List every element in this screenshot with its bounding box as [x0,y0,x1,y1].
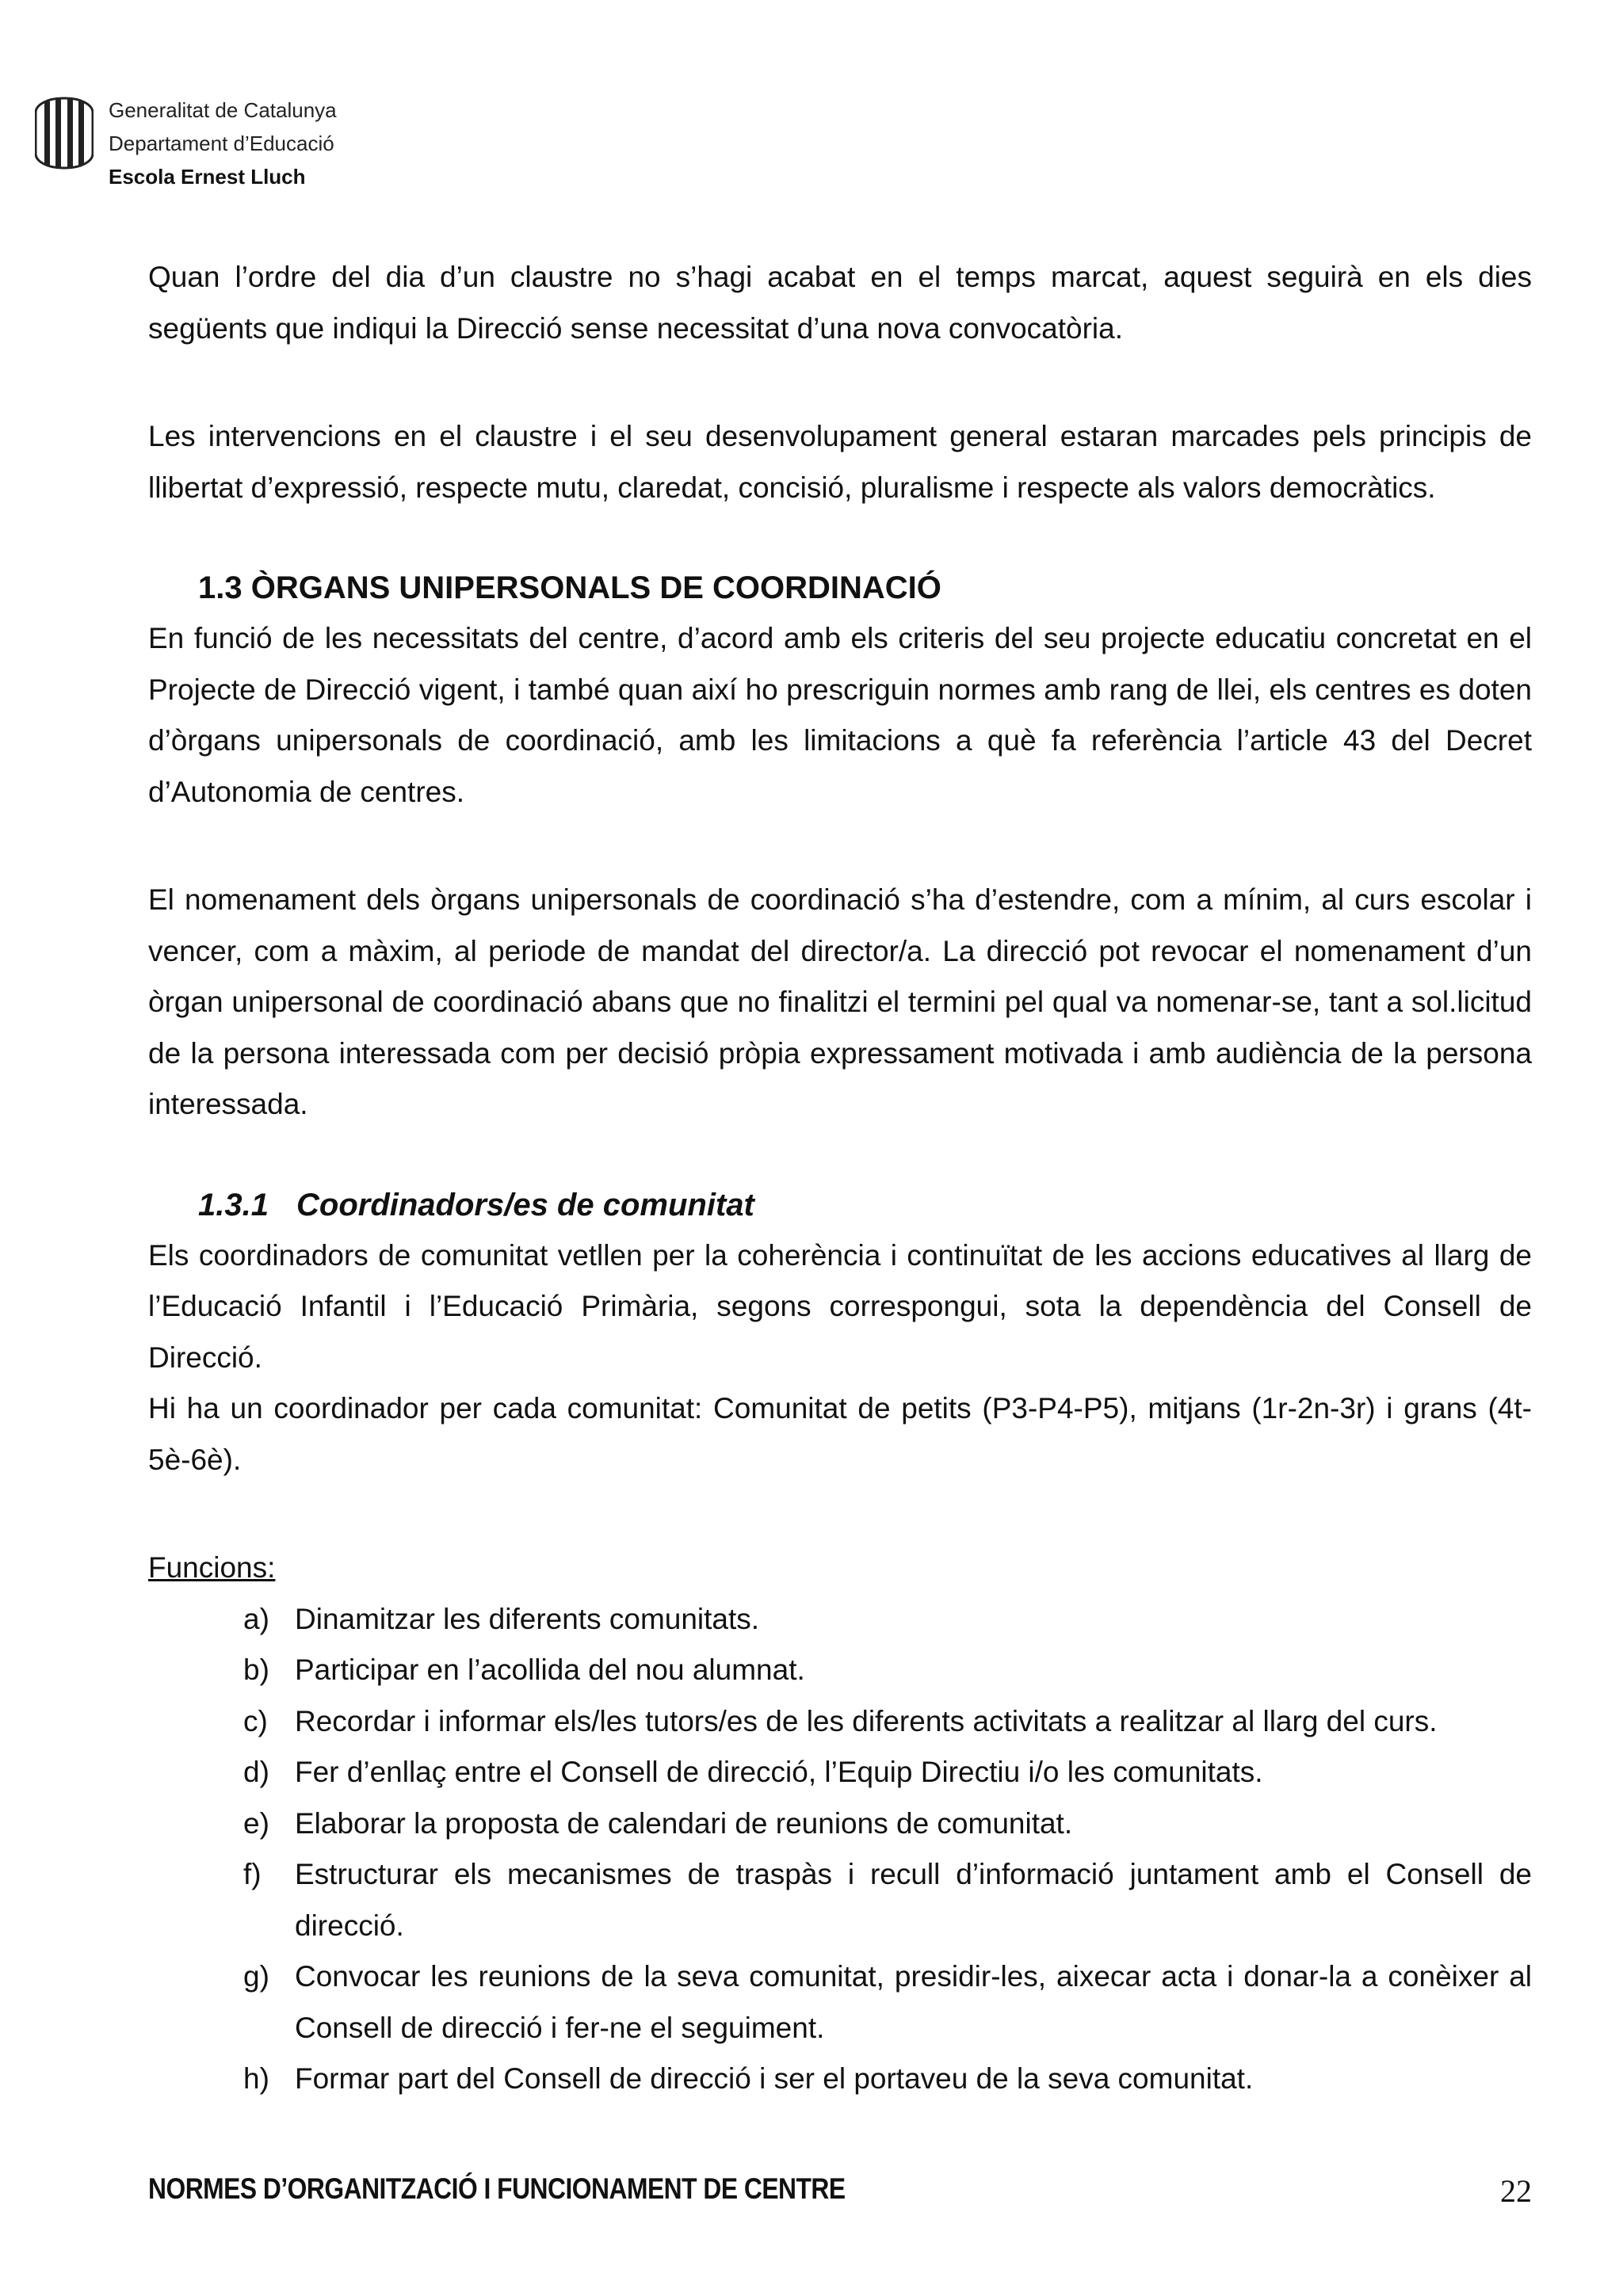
subsection-heading [198,1180,1532,1230]
list-item-marker: a) [243,1602,269,1635]
organization-block [109,93,337,193]
section-heading: 1.3 ÒRGANS UNIPERSONALS DE COORDINACIÓ [198,570,941,605]
document-body [148,252,1532,2105]
functions-label: Funcions: [148,1551,276,1584]
list-item-marker: d) [243,1756,269,1788]
list-item-text: Formar part del Consell de direcció i ser el portaveu de la seva comunitat. [295,2062,1254,2095]
list-item [148,1951,1532,2054]
paragraph-claustre-order: Quan l’ordre del dia d’un claustre no s’hagi acabat en el temps marcat, aquest seguirà en els dies següents que indiqui la Direcció sense necessitat d’una nova convocatòria. [148,261,1532,345]
list-item [148,1849,1532,1951]
subsection-number: 1.3.1 [198,1187,269,1222]
org-name: Generalitat de Catalunya [109,98,337,122]
list-item [148,1747,1532,1798]
paragraph-comunitats: Hi ha un coordinador per cada comunitat: Comunitat de petits (P3-P4-P5), mitjans (1r-2n-3r) i grans (4t-5è-6è). [148,1392,1532,1476]
list-item [148,1696,1532,1748]
list-item-marker: g) [243,1960,269,1993]
list-item-text: Recordar i informar els/les tutors/es de les diferents activitats a realitzar al llarg del curs. [295,1704,1438,1737]
page-header [35,93,510,204]
list-item [148,1594,1532,1646]
list-item-marker: b) [243,1653,269,1686]
list-item-marker: e) [243,1806,269,1840]
list-item-marker: h) [243,2062,269,2095]
list-item-text: Participar en l’acollida del nou alumnat. [295,1653,805,1686]
list-item-text: Fer d’enllaç entre el Consell de direcció, l’Equip Directiu i/o les comunitats. [295,1756,1263,1788]
page-footer [148,2172,1532,2220]
list-item-marker: c) [243,1704,268,1737]
list-item [148,1798,1532,1850]
generalitat-stripes-icon [35,97,94,170]
functions-list [148,1594,1532,2105]
list-item [148,2054,1532,2105]
list-item-marker: f) [243,1858,262,1890]
list-item [148,1645,1532,1696]
department-name: Departament d’Educació [109,132,334,155]
list-item-text: Dinamitzar les diferents comunitats. [295,1602,760,1635]
paragraph-organs-unipersonals: En funció de les necessitats del centre, d’acord amb els criteris del seu projecte educatiu concretat en el Projecte de Direcció vigent, i també quan així ho prescriguin normes amb rang de llei, els centres es doten d’òrgans unipersonals de coordinació, amb les limitacions a què fa referència l’article 43 del Decret d’Autonomia de centres. [148,622,1532,808]
school-name: Escola Ernest Lluch [109,165,306,189]
paragraph-coordinadors: Els coordinadors de comunitat vetllen per la coherència i continuïtat de les accions educatives al llarg de l’Educació Infantil i l’Educació Primària, segons correspongui, sota la dependència del Consell de Direcció. [148,1238,1532,1374]
paragraph-nomenament: El nomenament dels òrgans unipersonals de coordinació s’ha d’estendre, com a mínim, al curs escolar i vencer, com a màxim, al periode de mandat del director/a. La direcció pot revocar el nomenament d’un òrgan unipersonal de coordinació abans que no finalitzi el termini pel qual va nomenar-se, tant a sol.licitud de la persona interessada com per decisió pròpia expressament motivada i amb audiència de la persona interessada. [148,883,1532,1120]
list-item-text: Estructurar els mecanismes de traspàs i recull d’informació juntament amb el Consell de direcció. [295,1858,1532,1942]
list-item-text: Convocar les reunions de la seva comunitat, presidir-les, aixecar acta i donar-la a conèixer al Consell de direcció i fer-ne el seguiment. [295,1960,1532,2044]
paragraph-claustre-interventions: Les intervencions en el claustre i el seu desenvolupament general estaran marcades pels principis de llibertat d’expressió, respecte mutu, claredat, concisió, pluralisme i respecte als valors democràtics. [148,420,1532,504]
footer-title: NORMES D’ORGANITZACIÓ I FUNCIONAMENT DE CENTRE [148,2172,846,2205]
list-item-text: Elaborar la proposta de calendari de reunions de comunitat. [295,1806,1073,1840]
subsection-title: Coordinadors/es de comunitat [296,1187,754,1222]
page-number: 22 [1500,2173,1532,2209]
